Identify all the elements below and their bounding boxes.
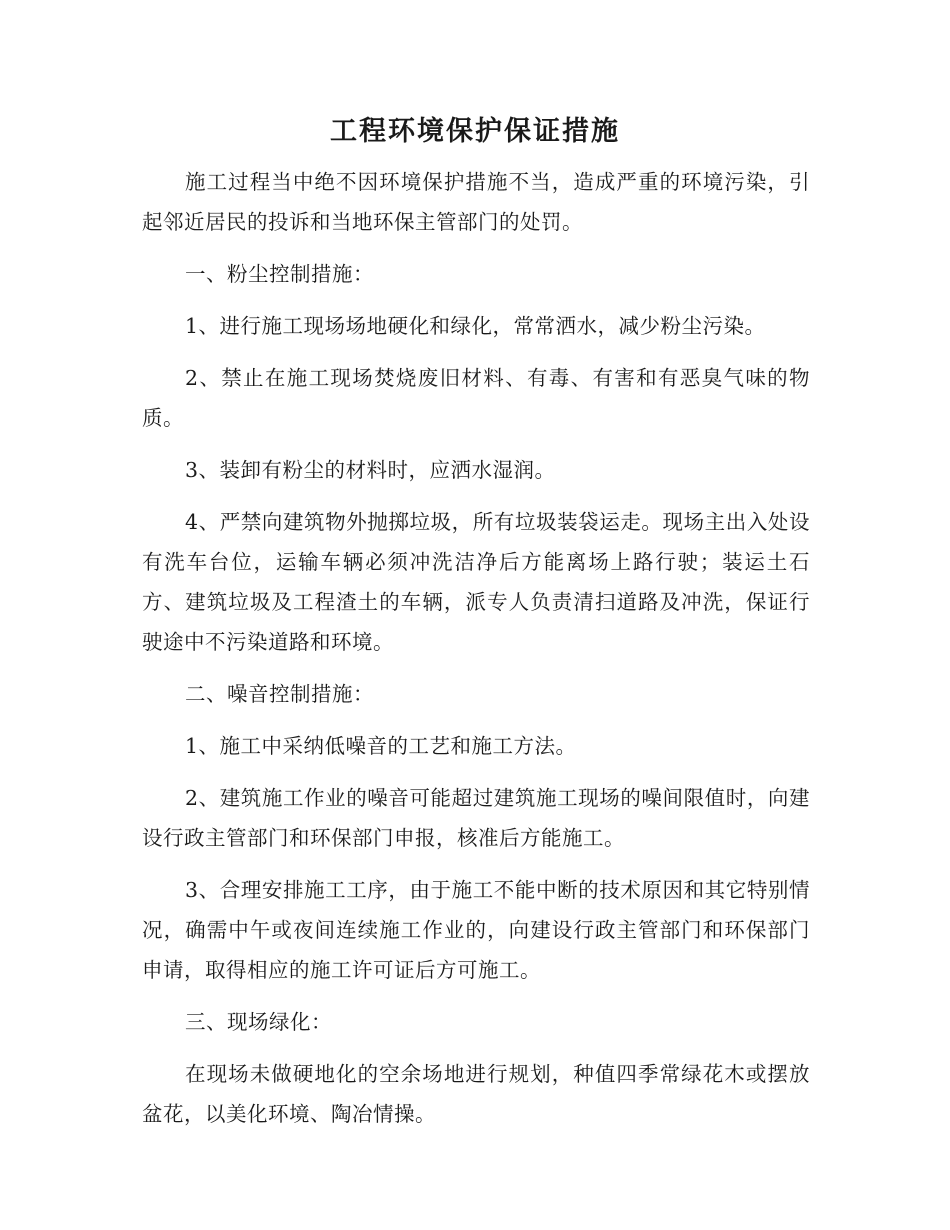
intro-paragraph: 施工过程当中绝不因环境保护措施不当，造成严重的环境污染，引起邻近居民的投诉和当地环保主管部门的处罚。: [142, 170, 810, 234]
dust-item-2: 2、禁止在施工现场焚烧废旧材料、有毒、有害和有恶臭气味的物质。: [142, 366, 810, 430]
section-heading-dust: 一、粉尘控制措施：: [185, 262, 374, 286]
document-body: [142, 162, 810, 1146]
dust-item-1: 1、进行施工现场场地硬化和绿化，常常洒水，减少粉尘污染。: [185, 314, 766, 338]
document-title: 工程环境保护保证措施: [330, 116, 620, 147]
greening-paragraph: 在现场未做硬地化的空余场地进行规划，种值四季常绿花木或摆放盆花，以美化环境、陶冶情操。: [142, 1062, 810, 1126]
dust-item-4: 4、严禁向建筑物外抛掷垃圾，所有垃圾装袋运走。现场主出入处设有洗车台位，运输车辆必须冲洗洁净后方能离场上路行驶；装运土石方、建筑垃圾及工程渣土的车辆，派专人负责清扫道路及冲洗，保证行驶途中不污染道路和环境。: [142, 510, 810, 654]
dust-item-3: 3、装卸有粉尘的材料时，应洒水湿润。: [185, 458, 556, 482]
section-heading-greening: 三、现场绿化：: [185, 1010, 332, 1034]
section-heading-noise: 二、噪音控制措施：: [185, 682, 374, 706]
noise-item-1: 1、施工中采纳低噪音的工艺和施工方法。: [185, 734, 577, 758]
noise-item-3: 3、合理安排施工工序，由于施工不能中断的技术原因和其它特别情况，确需中午或夜间连续施工作业的，向建设行政主管部门和环保部门申请，取得相应的施工许可证后方可施工。: [142, 878, 810, 982]
noise-item-2: 2、建筑施工作业的噪音可能超过建筑施工现场的噪间限值时，向建设行政主管部门和环保部门申报，核准后方能施工。: [142, 786, 810, 850]
